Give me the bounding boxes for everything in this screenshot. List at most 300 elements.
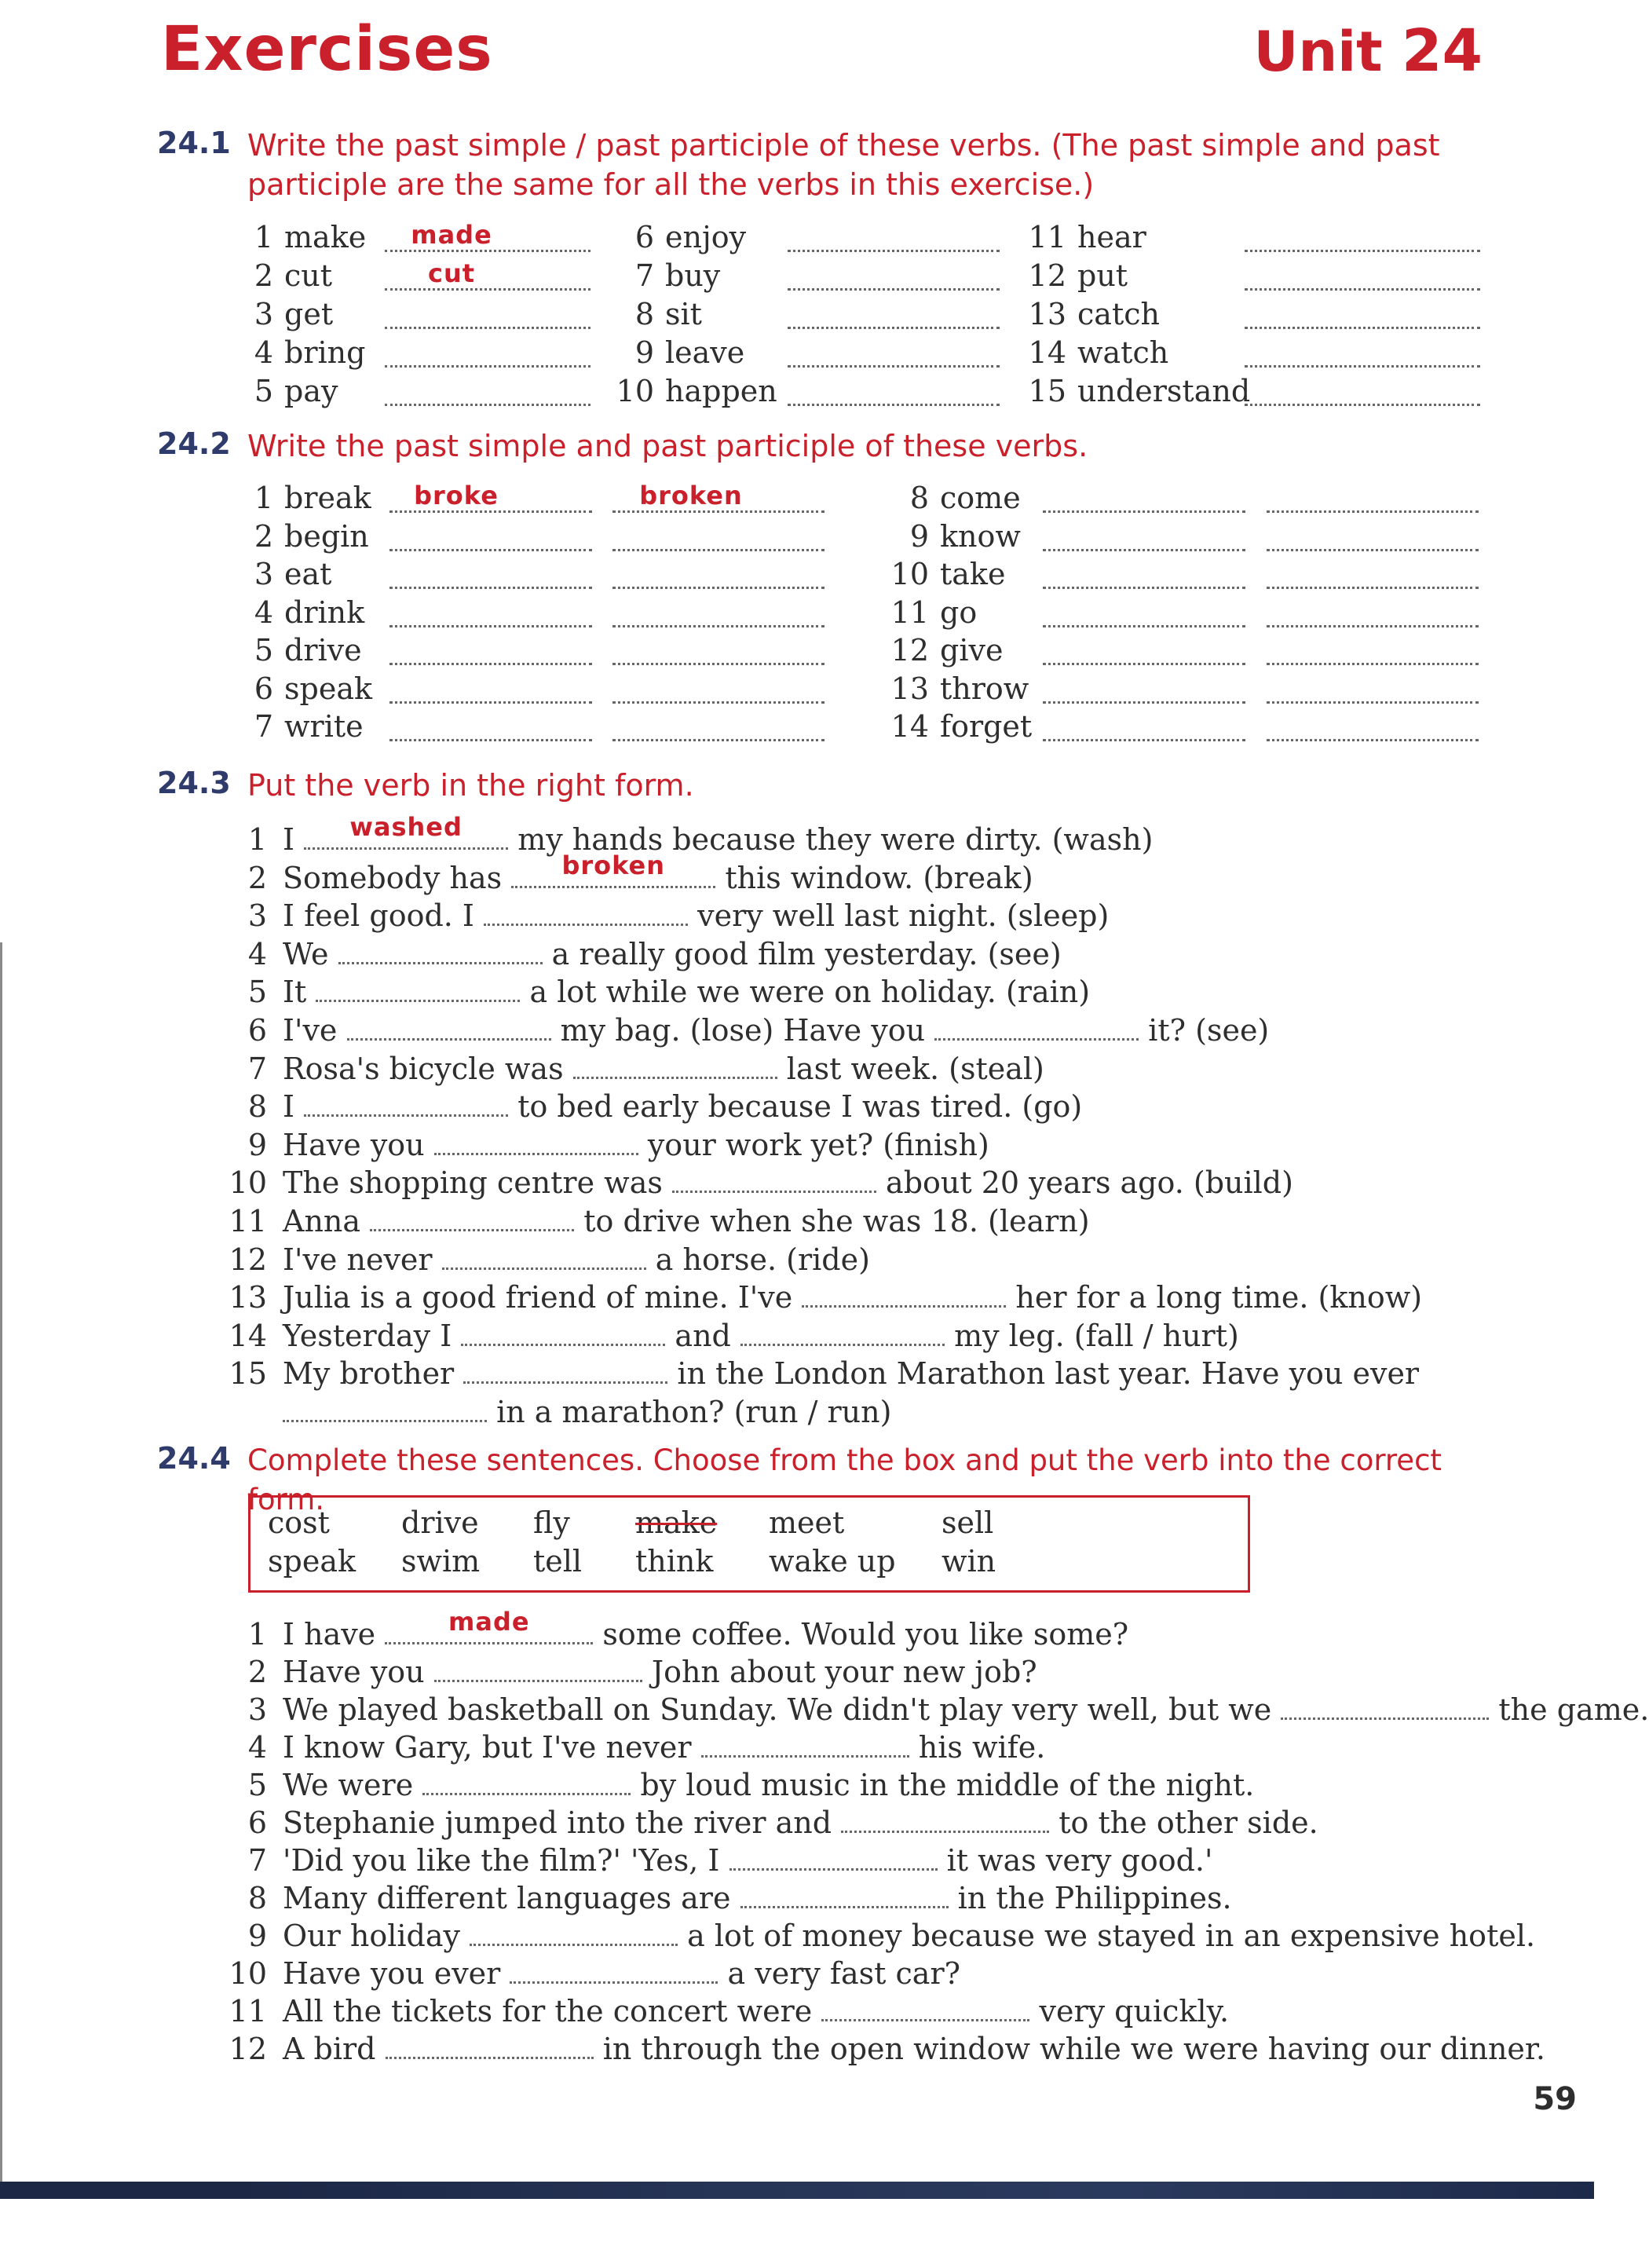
sentence-line <box>228 1088 1082 1125</box>
sentence-line <box>228 1355 1419 1392</box>
answer-blank[interactable] <box>740 1882 949 1908</box>
word-box <box>248 1495 1250 1593</box>
sentence-line <box>228 1164 1293 1202</box>
answer-blank[interactable] <box>511 850 715 888</box>
word-box-item: drive <box>401 1505 479 1540</box>
sentence-text: I <box>283 1089 295 1125</box>
past-simple-blank[interactable] <box>1043 739 1245 741</box>
sentence-line <box>228 1766 1254 1804</box>
answer-blank[interactable] <box>434 1656 642 1682</box>
verb-item <box>236 218 367 256</box>
sentence-text: some coffee. Would you like some? <box>602 1617 1129 1652</box>
past-simple-blank[interactable] <box>389 510 592 513</box>
item-number: 4 <box>247 936 267 971</box>
answer-blank[interactable] <box>347 1015 551 1041</box>
item-number: 10 <box>616 374 654 408</box>
item-verb: leave <box>665 335 745 370</box>
sentence-text: her for a long time. (know) <box>1015 1280 1423 1315</box>
item-verb: give <box>940 633 1004 668</box>
bottom-bar <box>0 2182 1594 2199</box>
answer-blank[interactable] <box>701 1732 909 1758</box>
verb-item <box>605 218 747 256</box>
unit-number: 24 <box>1402 17 1483 85</box>
answer-blank[interactable] <box>740 1320 945 1346</box>
past-participle-blank[interactable] <box>612 625 824 627</box>
item-number: 5 <box>254 633 273 668</box>
answer-blank[interactable] <box>1281 1694 1489 1720</box>
sentence-text: Yesterday I <box>283 1318 452 1353</box>
item-number: 6 <box>634 220 654 254</box>
page-title: Exercises <box>161 14 493 85</box>
sentence-text: 'Did you like the film?' 'Yes, I <box>283 1843 720 1878</box>
item-verb: understand <box>1077 374 1251 408</box>
verb-item <box>1021 334 1169 371</box>
item-number: 7 <box>247 1051 267 1086</box>
sentence-text: We were <box>283 1768 414 1802</box>
past-simple-blank[interactable] <box>389 625 592 627</box>
sentence-line <box>228 1879 1232 1917</box>
item-number: 2 <box>247 1655 267 1689</box>
sentence-text: about 20 years ago. (build) <box>886 1165 1293 1201</box>
item-number: 6 <box>247 1805 267 1840</box>
answer-blank[interactable] <box>1245 365 1480 368</box>
answer-blank[interactable] <box>510 1958 718 1984</box>
word-box-item: fly <box>533 1505 570 1540</box>
item-verb: write <box>284 709 364 744</box>
item-number: 1 <box>247 1617 267 1652</box>
answer-blank[interactable] <box>802 1282 1006 1308</box>
verb-item <box>236 631 362 669</box>
past-participle-blank[interactable] <box>1267 587 1479 589</box>
sentence-text: Stephanie jumped into the river and <box>283 1805 832 1840</box>
sentence-text: Somebody has <box>283 860 503 895</box>
handwritten-answer: broke <box>414 481 499 510</box>
item-verb: happen <box>665 374 777 408</box>
answer-blank[interactable] <box>422 1769 631 1795</box>
past-simple-blank[interactable] <box>389 701 592 704</box>
exercise-number: 24.1 <box>157 126 231 160</box>
answer-blank[interactable] <box>484 900 688 926</box>
sentence-line <box>228 1241 870 1278</box>
past-participle-blank[interactable] <box>612 549 824 551</box>
sentence-line <box>228 935 1062 973</box>
verb-item <box>236 670 372 708</box>
verb-item <box>876 708 1033 745</box>
sentence-line <box>228 1955 960 1992</box>
answer-blank[interactable] <box>304 812 508 850</box>
sentence-text: by loud music in the middle of the night. <box>640 1768 1255 1802</box>
verb-item <box>605 372 777 410</box>
item-number: 12 <box>1028 258 1066 293</box>
item-number: 8 <box>909 481 929 515</box>
item-number: 9 <box>909 518 929 554</box>
item-number: 6 <box>254 671 273 706</box>
sentence-text: this window. (break) <box>725 860 1033 895</box>
item-verb: go <box>940 594 978 630</box>
past-simple-blank[interactable] <box>389 587 592 589</box>
answer-blank[interactable] <box>385 288 590 291</box>
sentence-line <box>228 1317 1239 1355</box>
sentence-text: in the Philippines. <box>957 1881 1232 1915</box>
verb-item <box>1021 295 1160 333</box>
handwritten-answer: cut <box>427 258 476 288</box>
handwritten-answer: broken <box>639 481 743 510</box>
answer-blank[interactable] <box>729 1845 938 1871</box>
unit-label: Unit <box>1253 20 1383 84</box>
exercise-instruction: Write the past simple and past participle of these verbs. <box>247 429 1088 463</box>
sentence-text: It <box>283 975 307 1010</box>
item-verb: break <box>284 481 371 515</box>
item-number: 12 <box>229 2032 267 2066</box>
item-number: 3 <box>254 557 273 591</box>
item-verb: enjoy <box>665 220 747 254</box>
sentence-text: my hands because they were dirty. (wash) <box>517 822 1154 857</box>
sentence-text: A bird <box>283 2032 376 2066</box>
sentence-text: My brother <box>283 1356 455 1392</box>
sentence-text: in the London Marathon last year. Have you ever <box>677 1356 1420 1392</box>
verb-item <box>1021 257 1128 294</box>
answer-blank[interactable] <box>841 1807 1049 1833</box>
word-box-item: tell <box>533 1544 583 1578</box>
item-number: 5 <box>247 1768 267 1802</box>
sentence-text: the game. <box>1498 1692 1649 1727</box>
item-number: 9 <box>634 335 654 370</box>
item-number: 4 <box>247 1730 267 1765</box>
past-participle-blank[interactable] <box>612 663 824 665</box>
sentence-text: to the other side. <box>1059 1805 1318 1840</box>
answer-blank[interactable] <box>370 1205 574 1231</box>
item-verb: get <box>284 297 334 331</box>
past-participle-blank[interactable] <box>612 701 824 704</box>
sentence-text: a very fast car? <box>727 1956 960 1991</box>
exercise-instruction <box>247 126 1504 204</box>
sentence-text: very quickly. <box>1039 1994 1230 2028</box>
answer-blank[interactable] <box>461 1320 665 1346</box>
past-simple-blank[interactable] <box>1043 510 1245 513</box>
item-number: 8 <box>634 297 654 331</box>
item-verb: eat <box>284 557 332 591</box>
word-box-item: speak <box>268 1544 356 1578</box>
instruction-line: Write the past simple / past participle of these verbs. (The past simple and past <box>247 128 1440 163</box>
sentence-text: Rosa's bicycle was <box>283 1051 564 1086</box>
verb-item <box>236 334 366 371</box>
handwritten-answer: made <box>411 220 492 250</box>
item-number: 11 <box>229 1994 267 2028</box>
item-number: 7 <box>634 258 654 293</box>
item-verb: bring <box>284 335 366 370</box>
verb-item <box>1021 372 1251 410</box>
sentence-text: I <box>283 822 295 857</box>
item-verb: put <box>1077 258 1128 293</box>
word-box-item: sell <box>942 1505 994 1540</box>
sentence-text: it? (see) <box>1148 1013 1270 1048</box>
item-number: 8 <box>247 1089 267 1125</box>
item-number: 9 <box>247 1919 267 1953</box>
item-verb: take <box>940 557 1006 591</box>
answer-blank[interactable] <box>463 1358 667 1384</box>
answer-blank[interactable] <box>1245 288 1480 291</box>
item-number: 10 <box>229 1956 267 1991</box>
sentence-text: We played basketball on Sunday. We didn't play very well, but we <box>283 1692 1272 1727</box>
word-box-item: swim <box>401 1544 481 1578</box>
verb-item <box>236 257 333 294</box>
sentence-text: his wife. <box>918 1730 1046 1765</box>
sentence-text: John about your new job? <box>651 1655 1037 1689</box>
sentence-line <box>228 1202 1090 1240</box>
item-number: 14 <box>229 1318 267 1353</box>
item-number: 2 <box>254 518 273 554</box>
item-number: 9 <box>247 1127 267 1162</box>
item-number: 14 <box>890 709 929 744</box>
sentence-text: to bed early because I was tired. (go) <box>517 1089 1083 1125</box>
item-number: 3 <box>254 297 273 331</box>
sentence-text: and <box>675 1318 731 1353</box>
exercise-number: 24.2 <box>157 426 231 461</box>
past-participle-blank[interactable] <box>1267 510 1479 513</box>
word-box-item: meet <box>769 1505 845 1540</box>
verb-item <box>236 555 332 593</box>
answer-blank[interactable] <box>386 2033 594 2059</box>
past-simple-blank[interactable] <box>389 663 592 665</box>
past-simple-blank[interactable] <box>1043 587 1245 589</box>
item-verb: buy <box>665 258 721 293</box>
sentence-line <box>228 1393 891 1431</box>
answer-blank[interactable] <box>316 976 520 1002</box>
answer-blank[interactable] <box>1245 327 1480 329</box>
answer-blank[interactable] <box>304 1091 508 1117</box>
sentence-text: a really good film yesterday. (see) <box>551 936 1062 971</box>
sentence-line <box>228 1653 1037 1691</box>
item-number: 5 <box>254 374 273 408</box>
sentence-line <box>228 1126 989 1164</box>
item-number: 4 <box>254 335 273 370</box>
item-number: 15 <box>229 1356 267 1392</box>
past-participle-blank[interactable] <box>612 510 824 513</box>
answer-blank[interactable] <box>283 1396 487 1422</box>
exercise-instruction: Complete these sentences. Choose from the box and put the verb into the correct form. <box>247 1443 1442 1516</box>
sentence-line <box>228 1050 1044 1088</box>
page-edge <box>0 942 2 2199</box>
item-number: 15 <box>1028 374 1066 408</box>
unit-title <box>1254 17 1483 85</box>
item-number: 10 <box>229 1165 267 1201</box>
sentence-text: Have you <box>283 1655 425 1689</box>
sentence-text: my leg. (fall / hurt) <box>954 1318 1239 1353</box>
sentence-text: I have <box>283 1617 376 1652</box>
item-number: 1 <box>254 481 273 515</box>
sentence-text: Anna <box>283 1204 361 1238</box>
item-number: 12 <box>229 1242 267 1277</box>
sentence-text: to drive when she was 18. (learn) <box>583 1204 1090 1238</box>
item-number: 2 <box>247 860 267 895</box>
item-number: 3 <box>247 898 267 934</box>
item-verb: cut <box>284 258 333 293</box>
answer-blank[interactable] <box>788 365 1000 368</box>
past-participle-blank[interactable] <box>1267 549 1479 551</box>
verb-item <box>876 479 1021 517</box>
sentence-text: a lot while we were on holiday. (rain) <box>529 975 1091 1010</box>
item-verb: begin <box>284 518 369 554</box>
answer-blank[interactable] <box>385 404 590 406</box>
sentence-text: I've never <box>283 1242 433 1277</box>
answer-blank[interactable] <box>434 1129 638 1155</box>
answer-blank[interactable] <box>1245 404 1480 406</box>
item-number: 7 <box>247 1843 267 1878</box>
item-number: 12 <box>890 633 929 668</box>
sentence-text: Our holiday <box>283 1919 460 1953</box>
answer-blank[interactable] <box>672 1167 876 1193</box>
answer-blank[interactable] <box>934 1015 1139 1041</box>
sentence-line <box>228 2030 1545 2068</box>
word-box-item: cost <box>268 1505 330 1540</box>
past-participle-blank[interactable] <box>612 739 824 741</box>
past-participle-blank[interactable] <box>1267 663 1479 665</box>
sentence-text: I know Gary, but I've never <box>283 1730 692 1765</box>
sentence-text: The shopping centre was <box>283 1165 663 1201</box>
verb-item <box>605 334 745 371</box>
sentence-line <box>228 1607 1129 1653</box>
past-participle-blank[interactable] <box>1267 739 1479 741</box>
sentence-text: last week. (steal) <box>786 1051 1044 1086</box>
verb-item <box>605 295 702 333</box>
verb-item <box>876 518 1021 555</box>
past-simple-blank[interactable] <box>1043 701 1245 704</box>
verb-item <box>236 479 371 517</box>
sentence-line <box>228 973 1090 1011</box>
sentence-text: We <box>283 936 329 971</box>
verb-item <box>236 708 364 745</box>
sentence-line <box>228 1691 1649 1728</box>
answer-blank[interactable] <box>385 250 590 252</box>
item-verb: hear <box>1077 220 1146 254</box>
sentence-line <box>228 1804 1318 1842</box>
item-number: 13 <box>1028 297 1066 331</box>
item-number: 11 <box>1028 220 1066 254</box>
sentence-line <box>228 1278 1422 1316</box>
page-number: 59 <box>1533 2081 1577 2117</box>
sentence-text: All the tickets for the concert were <box>283 1994 813 2028</box>
sentence-text: it was very good.' <box>946 1843 1213 1878</box>
word-box-item: make <box>635 1505 718 1540</box>
item-number: 7 <box>254 709 273 744</box>
item-verb: drive <box>284 633 362 668</box>
instruction-line: participle are the same for all the verbs in this exercise.) <box>247 167 1095 202</box>
item-verb: forget <box>940 709 1033 744</box>
exercise-number: 24.4 <box>157 1441 231 1476</box>
past-simple-blank[interactable] <box>1043 549 1245 551</box>
sentence-text: I've <box>283 1013 338 1048</box>
item-verb: sit <box>665 297 702 331</box>
sentence-text: Have you ever <box>283 1956 501 1991</box>
past-simple-blank[interactable] <box>389 549 592 551</box>
sentence-line <box>228 1992 1229 2030</box>
sentence-text: Have you <box>283 1127 425 1162</box>
answer-blank[interactable] <box>788 327 1000 329</box>
item-verb: watch <box>1077 335 1169 370</box>
answer-blank[interactable] <box>788 404 1000 406</box>
sentence-text: a lot of money because we stayed in an expensive hotel. <box>687 1919 1536 1953</box>
answer-blank[interactable] <box>385 327 590 329</box>
sentence-text: my bag. (lose) Have you <box>560 1013 926 1048</box>
item-verb: know <box>940 518 1021 554</box>
item-number: 1 <box>254 220 273 254</box>
past-participle-blank[interactable] <box>612 587 824 589</box>
sentence-text: in through the open window while we were having our dinner. <box>602 2032 1545 2066</box>
item-verb: catch <box>1077 297 1160 331</box>
answer-blank[interactable] <box>573 1053 777 1079</box>
answer-blank[interactable] <box>338 938 543 964</box>
item-verb: throw <box>940 671 1029 706</box>
item-number: 4 <box>254 594 273 630</box>
answer-blank[interactable] <box>385 1607 593 1644</box>
item-number: 11 <box>890 594 929 630</box>
verb-item <box>236 594 365 631</box>
answer-blank[interactable] <box>821 1995 1029 2021</box>
item-verb: speak <box>284 671 372 706</box>
item-number: 13 <box>229 1280 267 1315</box>
sentence-line <box>228 1917 1535 1955</box>
word-box-item: think <box>635 1544 714 1578</box>
handwritten-answer: washed <box>349 812 463 842</box>
item-number: 10 <box>890 557 929 591</box>
verb-item <box>876 631 1004 669</box>
answer-blank[interactable] <box>470 1920 678 1946</box>
verb-item <box>236 518 369 555</box>
past-simple-blank[interactable] <box>389 739 592 741</box>
item-number: 13 <box>890 671 929 706</box>
answer-blank[interactable] <box>442 1244 646 1270</box>
answer-blank[interactable] <box>788 288 1000 291</box>
sentence-line <box>228 1842 1212 1879</box>
word-box-item: wake up <box>769 1544 896 1578</box>
item-verb: pay <box>284 374 338 408</box>
past-simple-blank[interactable] <box>1043 663 1245 665</box>
handwritten-answer: broken <box>561 850 666 880</box>
verb-item <box>876 670 1029 708</box>
sentence-text: a horse. (ride) <box>655 1242 870 1277</box>
sentence-line <box>228 1728 1045 1766</box>
verb-item <box>876 594 978 631</box>
item-verb: come <box>940 481 1021 515</box>
item-number: 3 <box>247 1692 267 1727</box>
answer-blank[interactable] <box>1245 250 1480 252</box>
sentence-text: Julia is a good friend of mine. I've <box>283 1280 793 1315</box>
verb-item <box>236 372 338 410</box>
past-participle-blank[interactable] <box>1267 625 1479 627</box>
item-number: 14 <box>1028 335 1066 370</box>
word-box-item: win <box>942 1544 996 1578</box>
item-number: 2 <box>254 258 273 293</box>
item-number: 6 <box>247 1013 267 1048</box>
answer-blank[interactable] <box>788 250 1000 252</box>
exercise-instruction: Put the verb in the right form. <box>247 768 694 803</box>
verb-item <box>605 257 721 294</box>
sentence-text: in a marathon? (run / run) <box>496 1395 892 1429</box>
item-number: 1 <box>247 822 267 857</box>
verb-item <box>236 295 334 333</box>
item-verb: make <box>284 220 367 254</box>
sentence-text: your work yet? (finish) <box>647 1127 989 1162</box>
sentence-text: Many different languages are <box>283 1881 731 1915</box>
past-participle-blank[interactable] <box>1267 701 1479 704</box>
sentence-text: very well last night. (sleep) <box>697 898 1110 934</box>
sentence-line <box>228 897 1109 935</box>
handwritten-answer: made <box>448 1607 530 1637</box>
past-simple-blank[interactable] <box>1043 625 1245 627</box>
answer-blank[interactable] <box>385 365 590 368</box>
exercise-number: 24.3 <box>157 766 231 800</box>
sentence-text: I feel good. I <box>283 898 474 934</box>
